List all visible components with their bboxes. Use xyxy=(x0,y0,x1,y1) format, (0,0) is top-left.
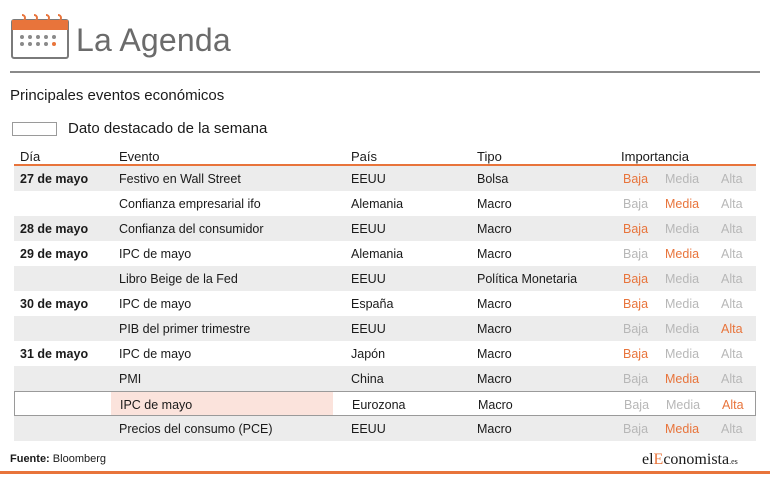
importance-medium-active: Media xyxy=(665,197,700,211)
table-row xyxy=(14,241,756,266)
importance-low: Baja xyxy=(623,247,649,261)
table-row xyxy=(14,291,756,316)
cell-event: Confianza empresarial ifo xyxy=(119,197,261,211)
importance-high-active: Alta xyxy=(721,322,743,336)
importance-low: Baja xyxy=(624,398,650,412)
importance-high: Alta xyxy=(721,347,743,361)
importance-high: Alta xyxy=(721,247,743,261)
cell-event: IPC de mayo xyxy=(119,347,192,361)
cell-country: Alemania xyxy=(351,197,404,211)
cell-country: EEUU xyxy=(351,322,386,336)
cell-type: Macro xyxy=(477,197,512,211)
cell-day: 28 de mayo xyxy=(20,222,89,236)
cell-country: Alemania xyxy=(351,247,404,261)
cell-country: Japón xyxy=(351,347,386,361)
importance-low: Baja xyxy=(623,372,649,386)
cell-country: España xyxy=(351,297,394,311)
source-value: Bloomberg xyxy=(52,453,106,465)
table-body xyxy=(14,166,756,441)
brand-logo: elEconomista.es xyxy=(642,451,738,468)
importance-high: Alta xyxy=(721,297,743,311)
table-row xyxy=(14,266,756,291)
importance-low-active: Baja xyxy=(623,297,649,311)
column-header-event: Evento xyxy=(119,149,160,164)
importance-low-active: Baja xyxy=(623,272,649,286)
cell-country: EEUU xyxy=(351,172,386,186)
cell-type: Macro xyxy=(477,247,512,261)
page-title: La Agenda xyxy=(76,22,231,58)
importance-high: Alta xyxy=(721,372,743,386)
cell-event: IPC de mayo xyxy=(119,297,192,311)
legend-swatch xyxy=(12,122,57,136)
column-header-importance: Importancia xyxy=(621,149,689,164)
importance-high: Alta xyxy=(721,222,743,236)
calendar-icon xyxy=(10,12,70,60)
cell-day: 30 de mayo xyxy=(20,297,89,311)
cell-type: Macro xyxy=(477,222,512,236)
importance-low-active: Baja xyxy=(623,172,649,186)
column-header-day: Día xyxy=(20,149,41,164)
footer-divider xyxy=(0,471,770,474)
cell-event: PIB del primer trimestre xyxy=(119,322,251,336)
importance-medium-active: Media xyxy=(665,247,700,261)
source-label: Fuente: xyxy=(10,453,50,465)
importance-low-active: Baja xyxy=(623,347,649,361)
table-header xyxy=(14,146,756,166)
importance-medium: Media xyxy=(665,222,700,236)
importance-low: Baja xyxy=(623,322,649,336)
cell-type: Macro xyxy=(477,422,512,436)
subtitle: Principales eventos económicos xyxy=(10,87,225,104)
cell-type: Macro xyxy=(477,322,512,336)
cell-event: IPC de mayo xyxy=(119,247,192,261)
importance-medium: Media xyxy=(665,272,700,286)
table-row xyxy=(14,166,756,191)
table-row xyxy=(14,316,756,341)
cell-type: Macro xyxy=(478,398,513,412)
cell-country: EEUU xyxy=(351,272,386,286)
importance-high: Alta xyxy=(721,197,743,211)
importance-medium-active: Media xyxy=(665,422,700,436)
cell-type: Macro xyxy=(477,372,512,386)
table-row xyxy=(14,416,756,441)
table-row-featured xyxy=(14,391,756,416)
cell-country: EEUU xyxy=(351,222,386,236)
table-row xyxy=(14,216,756,241)
importance-medium: Media xyxy=(665,322,700,336)
importance-medium-active: Media xyxy=(665,372,700,386)
header-divider xyxy=(10,71,760,73)
agenda-table xyxy=(14,146,756,441)
cell-event: IPC de mayo xyxy=(120,398,193,412)
importance-high: Alta xyxy=(721,172,743,186)
cell-event: Precios del consumo (PCE) xyxy=(119,422,273,436)
cell-day: 27 de mayo xyxy=(20,172,89,186)
cell-type: Macro xyxy=(477,347,512,361)
importance-medium: Media xyxy=(665,172,700,186)
cell-type: Macro xyxy=(477,297,512,311)
importance-low: Baja xyxy=(623,197,649,211)
importance-medium: Media xyxy=(665,347,700,361)
importance-medium: Media xyxy=(665,297,700,311)
header xyxy=(10,12,760,72)
cell-event: Confianza del consumidor xyxy=(119,222,264,236)
cell-day: 31 de mayo xyxy=(20,347,89,361)
importance-high-active: Alta xyxy=(722,398,744,412)
importance-medium: Media xyxy=(666,398,701,412)
table-row xyxy=(14,191,756,216)
column-header-type: Tipo xyxy=(477,149,502,164)
cell-event: PMI xyxy=(119,372,142,386)
importance-high: Alta xyxy=(721,272,743,286)
table-row xyxy=(14,341,756,366)
cell-event: Festivo en Wall Street xyxy=(119,172,241,186)
importance-high: Alta xyxy=(721,422,743,436)
source-note xyxy=(10,453,106,465)
cell-country: Eurozona xyxy=(352,398,406,412)
column-header-country: País xyxy=(351,149,378,164)
importance-low: Baja xyxy=(623,422,649,436)
table-row xyxy=(14,366,756,391)
cell-day: 29 de mayo xyxy=(20,247,89,261)
cell-event: Libro Beige de la Fed xyxy=(119,272,238,286)
cell-country: EEUU xyxy=(351,422,386,436)
cell-type: Bolsa xyxy=(477,172,509,186)
legend-label: Dato destacado de la semana xyxy=(68,120,268,137)
cell-country: China xyxy=(351,372,384,386)
importance-low-active: Baja xyxy=(623,222,649,236)
cell-type: Política Monetaria xyxy=(477,272,578,286)
